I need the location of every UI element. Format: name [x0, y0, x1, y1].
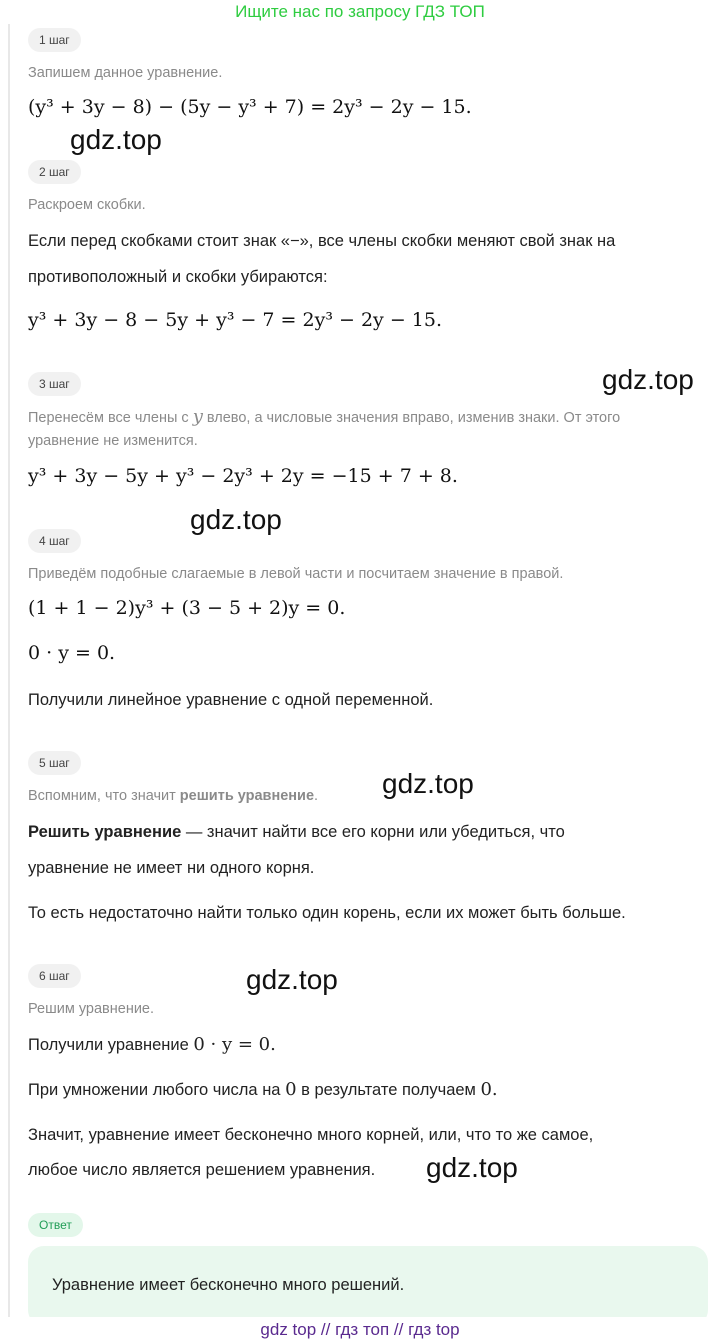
step-badge: 4 шаг [28, 529, 81, 553]
equation: y³ + 3y − 5y + y³ − 2y³ + 2y = −15 + 7 + 8. [28, 465, 458, 487]
step-badge: 1 шаг [28, 28, 81, 52]
inline-equation: 0 [285, 1079, 297, 1100]
step-hint: Раскроем скобки. [28, 197, 146, 213]
paragraph-text: При умножении любого числа на [28, 1081, 286, 1099]
paragraph: Если перед скобками стоит знак «−», все члены скобки меняют свой знак на [28, 232, 616, 250]
equation: y³ + 3y − 8 − 5y + y³ − 7 = 2y³ − 2y − 15. [28, 309, 442, 331]
answer-badge: Ответ [28, 1213, 83, 1237]
equation: (y³ + 3y − 8) − (5y − y³ + 7) = 2y³ − 2y − 15. [28, 96, 472, 118]
paragraph: Значит, уравнение имеет бесконечно много корней, или, что то же самое, [28, 1126, 594, 1144]
hint-bold: решить уравнение [179, 788, 315, 804]
paragraph: То есть недостаточно найти только один корень, если их может быть больше. [28, 904, 626, 922]
paragraph [28, 1072, 498, 1108]
footer-links[interactable]: gdz top // гдз топ // гдз top [0, 1317, 720, 1343]
step-hint: уравнение не изменится. [28, 433, 198, 449]
definition [28, 814, 565, 850]
left-divider [8, 24, 10, 1319]
watermark: gdz.top [426, 1152, 518, 1183]
step-badge: 5 шаг [28, 751, 81, 775]
search-banner: Ищите нас по запросу ГДЗ ТОП [235, 2, 485, 21]
paragraph: любое число является решением уравнения. [28, 1161, 376, 1179]
watermark: gdz.top [602, 364, 694, 395]
paragraph: противоположный и скобки убираются: [28, 268, 328, 286]
step-hint: Запишем данное уравнение. [28, 65, 223, 81]
step-badge: 3 шаг [28, 372, 81, 396]
step-hint [28, 405, 620, 430]
paragraph [28, 1027, 276, 1063]
step-badge: 2 шаг [28, 160, 81, 184]
definition-text: — значит найти все его корни или убедиться, что [181, 823, 565, 841]
step-hint [28, 784, 318, 808]
definition-term: Решить уравнение [28, 823, 182, 841]
watermark: gdz.top [190, 504, 282, 535]
equation: 0 · y = 0. [28, 642, 116, 664]
watermark: gdz.top [70, 124, 162, 155]
inline-equation: 0 · y = 0. [193, 1034, 276, 1055]
paragraph-text: Получили уравнение [28, 1036, 194, 1054]
watermark: gdz.top [382, 768, 474, 799]
step-badge: 6 шаг [28, 964, 81, 988]
variable: y [192, 406, 203, 427]
inline-equation: 0. [480, 1079, 498, 1100]
paragraph: уравнение не имеет ни одного корня. [28, 859, 315, 877]
hint-text: Перенесём все члены с [28, 410, 193, 426]
paragraph: Получили линейное уравнение с одной переменной. [28, 691, 434, 709]
hint-text: Вспомним, что значит [28, 788, 180, 804]
answer-text: Уравнение имеет бесконечно много решений. [52, 1276, 405, 1294]
step-hint: Приведём подобные слагаемые в левой части и посчитаем значение в правой. [28, 566, 564, 582]
answer-box [28, 1246, 708, 1326]
hint-text: . [314, 788, 319, 804]
hint-text: влево, а числовые значения вправо, изменив знаки. От этого [202, 410, 621, 426]
watermark: gdz.top [246, 964, 338, 995]
equation: (1 + 1 − 2)y³ + (3 − 5 + 2)y = 0. [28, 597, 346, 619]
step-hint: Решим уравнение. [28, 1001, 155, 1017]
paragraph-text: в результате получаем [296, 1081, 481, 1099]
